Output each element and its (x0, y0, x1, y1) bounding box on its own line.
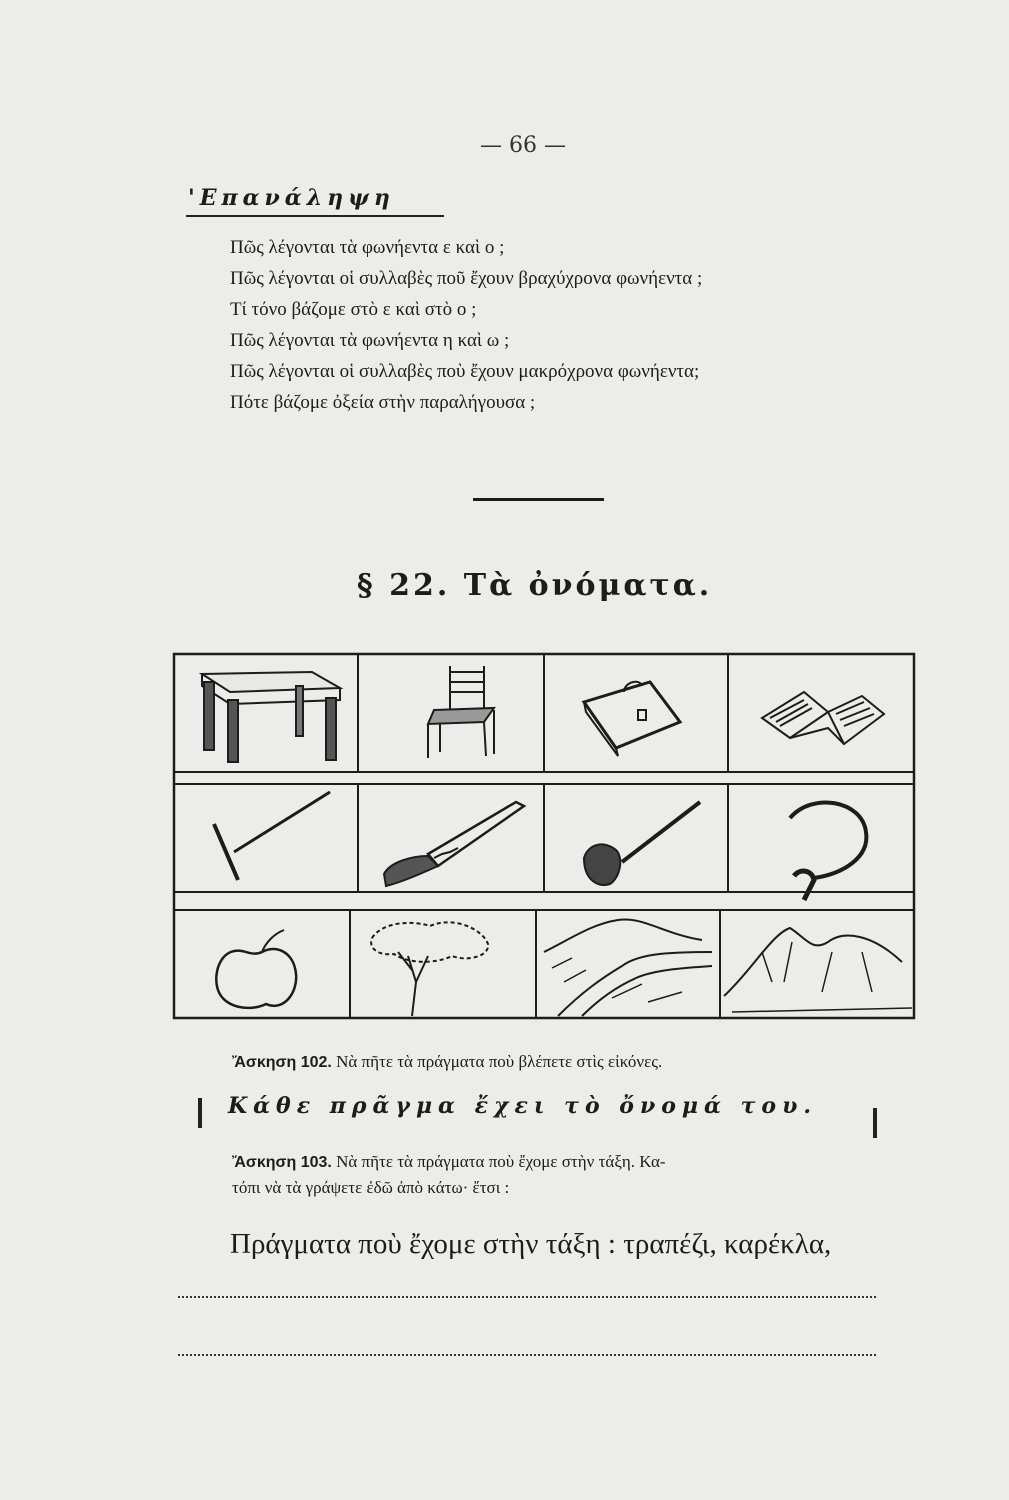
section-title: § 22. Τὰ ὀνόματα. (357, 568, 713, 603)
chair-icon (428, 666, 494, 758)
river-landscape-icon (544, 919, 712, 1016)
question-2: Πῶς λέγονται οἱ συλλαβὲς ποῦ ἔχουν βραχύχρονα φωνήεντα ; (230, 268, 703, 289)
rule-right-bar (873, 1108, 877, 1138)
writing-line-1 (178, 1296, 876, 1298)
question-6: Πότε βάζομε ὀξεία στὴν παραλήγουσα ; (230, 392, 536, 413)
question-5: Πῶς λέγονται οἱ συλλαβὲς ποὺ ἔχουν μακρόχρονα φωνήεντα; (230, 361, 700, 382)
rule-left-bar (198, 1098, 202, 1128)
exercise-102 (232, 1052, 662, 1072)
briefcase-icon (584, 682, 680, 756)
example-line: Πράγματα ποὺ ἔχομε στὴν τάξη : τραπέζι, καρέκλα, (230, 1228, 832, 1260)
review-questions (230, 232, 702, 418)
table-icon (202, 672, 340, 762)
saw-knife-icon (384, 802, 524, 886)
mountains-icon (724, 928, 912, 1012)
pickaxe-icon (214, 792, 330, 880)
exercise-102-label: Ἄσκηση 102. (232, 1054, 332, 1071)
sickle-icon (790, 802, 866, 900)
tree-icon (371, 922, 488, 1016)
exercise-103-text-line2: τόπι νὰ τὰ γράψετε ἐδῶ ἀπὸ κάτω· ἔτσι : (232, 1178, 510, 1197)
question-1: Πῶς λέγονται τὰ φωνήεντα ε καὶ ο ; (230, 237, 505, 258)
shovel-icon (584, 802, 700, 885)
exercise-102-text: Νὰ πῆτε τὰ πράγματα ποὺ βλέπετε στὶς εἰκόνες. (336, 1052, 663, 1071)
exercise-103 (232, 1152, 666, 1172)
exercise-103-text-line1: Νὰ πῆτε τὰ πράγματα ποὺ ἔχομε στὴν τάξη. Κα- (336, 1152, 666, 1171)
page-number: — 66 — (480, 133, 566, 158)
question-4: Πῶς λέγονται τὰ φωνήεντα η καὶ ω ; (230, 330, 510, 351)
open-book-icon (762, 692, 884, 744)
picture-grid (172, 652, 918, 1020)
review-heading: 'Επανάληψη (188, 185, 395, 211)
question-3: Τί τόνο βάζομε στὸ ε καὶ στὸ ο ; (230, 299, 477, 320)
exercise-103-label: Ἄσκηση 103. (232, 1154, 332, 1171)
grid-lines (174, 654, 914, 1018)
apple-icon (216, 930, 296, 1008)
rule-statement: Κάθε πρᾶγμα ἔχει τὸ ὄνομά του. (228, 1093, 817, 1119)
writing-line-2 (178, 1354, 876, 1356)
section-divider (473, 498, 604, 501)
heading-underline (186, 215, 444, 217)
